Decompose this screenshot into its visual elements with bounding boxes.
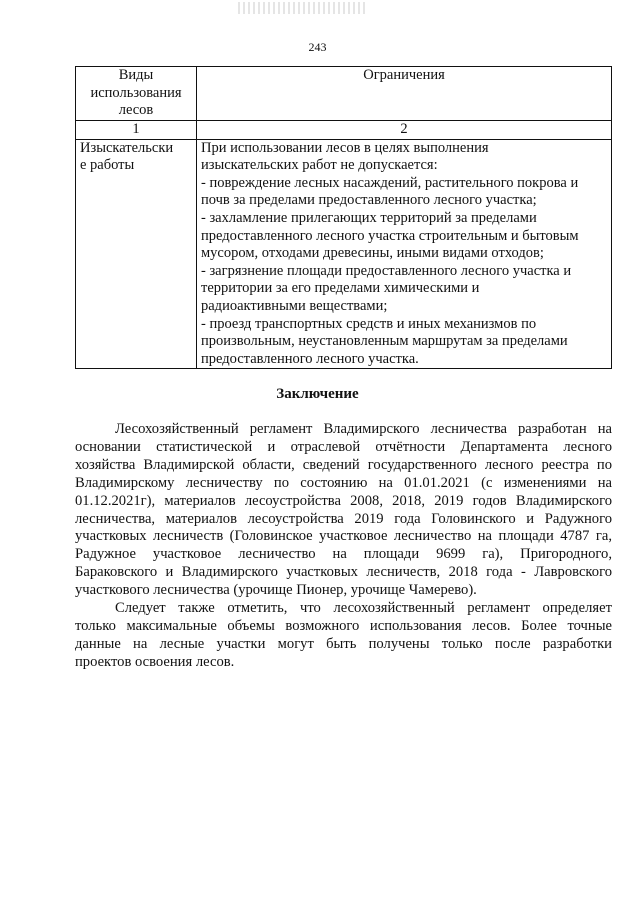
conclusion-body: [75, 421, 612, 672]
restriction-line: изыскательских работ не допускается:: [201, 157, 438, 174]
conclusion-paragraph-2: [75, 600, 612, 672]
text-line: основании статистической и отраслевой отчётности Департамента лесного: [75, 438, 612, 455]
text-line: Лесохозяйственный регламент Владимирского лесничества разработан на: [115, 421, 612, 437]
restrictions-cell: [197, 139, 612, 369]
header-usage-type: [76, 67, 197, 121]
text-line: проектов освоения лесов.: [75, 653, 235, 670]
header-usage-line: лесов: [118, 102, 154, 119]
restriction-line: почв за пределами предоставленного лесного участка;: [201, 192, 537, 209]
column-number-2: 2: [197, 121, 612, 140]
restriction-line: - повреждение лесных насаждений, растительного покрова и: [201, 174, 579, 191]
scan-artifact: [238, 2, 368, 14]
text-line: Следует также отметить, что лесохозяйственный регламент определяет: [115, 600, 612, 617]
header-restrictions: Ограничения: [197, 67, 612, 121]
restriction-line: - захламление прилегающих территорий за пределами: [201, 209, 537, 226]
usage-type-cell: [76, 139, 197, 369]
text-line: участковых лесничеств (Головинское участковое лесничество на площади 4787 га,: [75, 528, 612, 545]
text-line: только максимальные объемы возможного использования лесов. Более точные: [75, 617, 612, 634]
text-line: 01.12.2021г), материалов лесоустройства 2008, 2018, 2019 годов Владимирского: [75, 492, 612, 509]
restriction-line: радиоактивными веществами;: [201, 297, 388, 314]
text-line: хозяйства Владимирской области, сведений государственного лесного реестра по: [75, 456, 612, 473]
text-line: Владимирскому лесничеству по состоянию на 01.01.2021 (с изменениями на: [75, 474, 612, 491]
section-title: Заключение: [276, 386, 359, 402]
header-usage-line: использования: [90, 84, 182, 101]
restriction-line: При использовании лесов в целях выполнения: [201, 139, 489, 156]
table-number-row: [76, 121, 612, 140]
header-usage-line: Виды: [118, 67, 154, 83]
conclusion-paragraph-1: [75, 421, 612, 600]
restriction-line: - проезд транспортных средств и иных механизмов по: [201, 315, 537, 332]
usage-type-line: Изыскательски: [80, 139, 174, 156]
text-line: Бараковского и Владимирского участковых лесничеств, 2018 года - Лавровского: [75, 564, 612, 581]
restriction-line: предоставленного лесного участка строительным и бытовым: [201, 227, 579, 244]
restriction-line: произвольным, неустановленным маршрутам за пределами: [201, 333, 568, 350]
text-line: лесничества, материалов лесоустройства 2019 года Головинского и Радужного: [75, 510, 612, 527]
column-number-1: 1: [76, 121, 197, 140]
restriction-line: территории за его пределами химическими и: [201, 280, 480, 297]
page-number: 243: [308, 40, 327, 54]
text-line: Радужное участковое лесничество на площади 9699 га), Пригородного,: [75, 546, 612, 563]
table-header-row: [76, 67, 612, 121]
restriction-line: - загрязнение площади предоставленного лесного участка и: [201, 262, 572, 279]
text-line: участкового лесничества (урочище Пионер, урочище Чамерево).: [75, 582, 477, 599]
restriction-line: предоставленного лесного участка.: [201, 350, 419, 367]
usage-type-line: е работы: [80, 157, 135, 174]
text-line: данные на лесные участки могут быть получены только после разработки: [75, 635, 612, 652]
restriction-line: мусором, отходами древесины, иными видами отходов;: [201, 245, 544, 262]
restrictions-table: [75, 66, 612, 369]
table-row: [76, 139, 612, 369]
